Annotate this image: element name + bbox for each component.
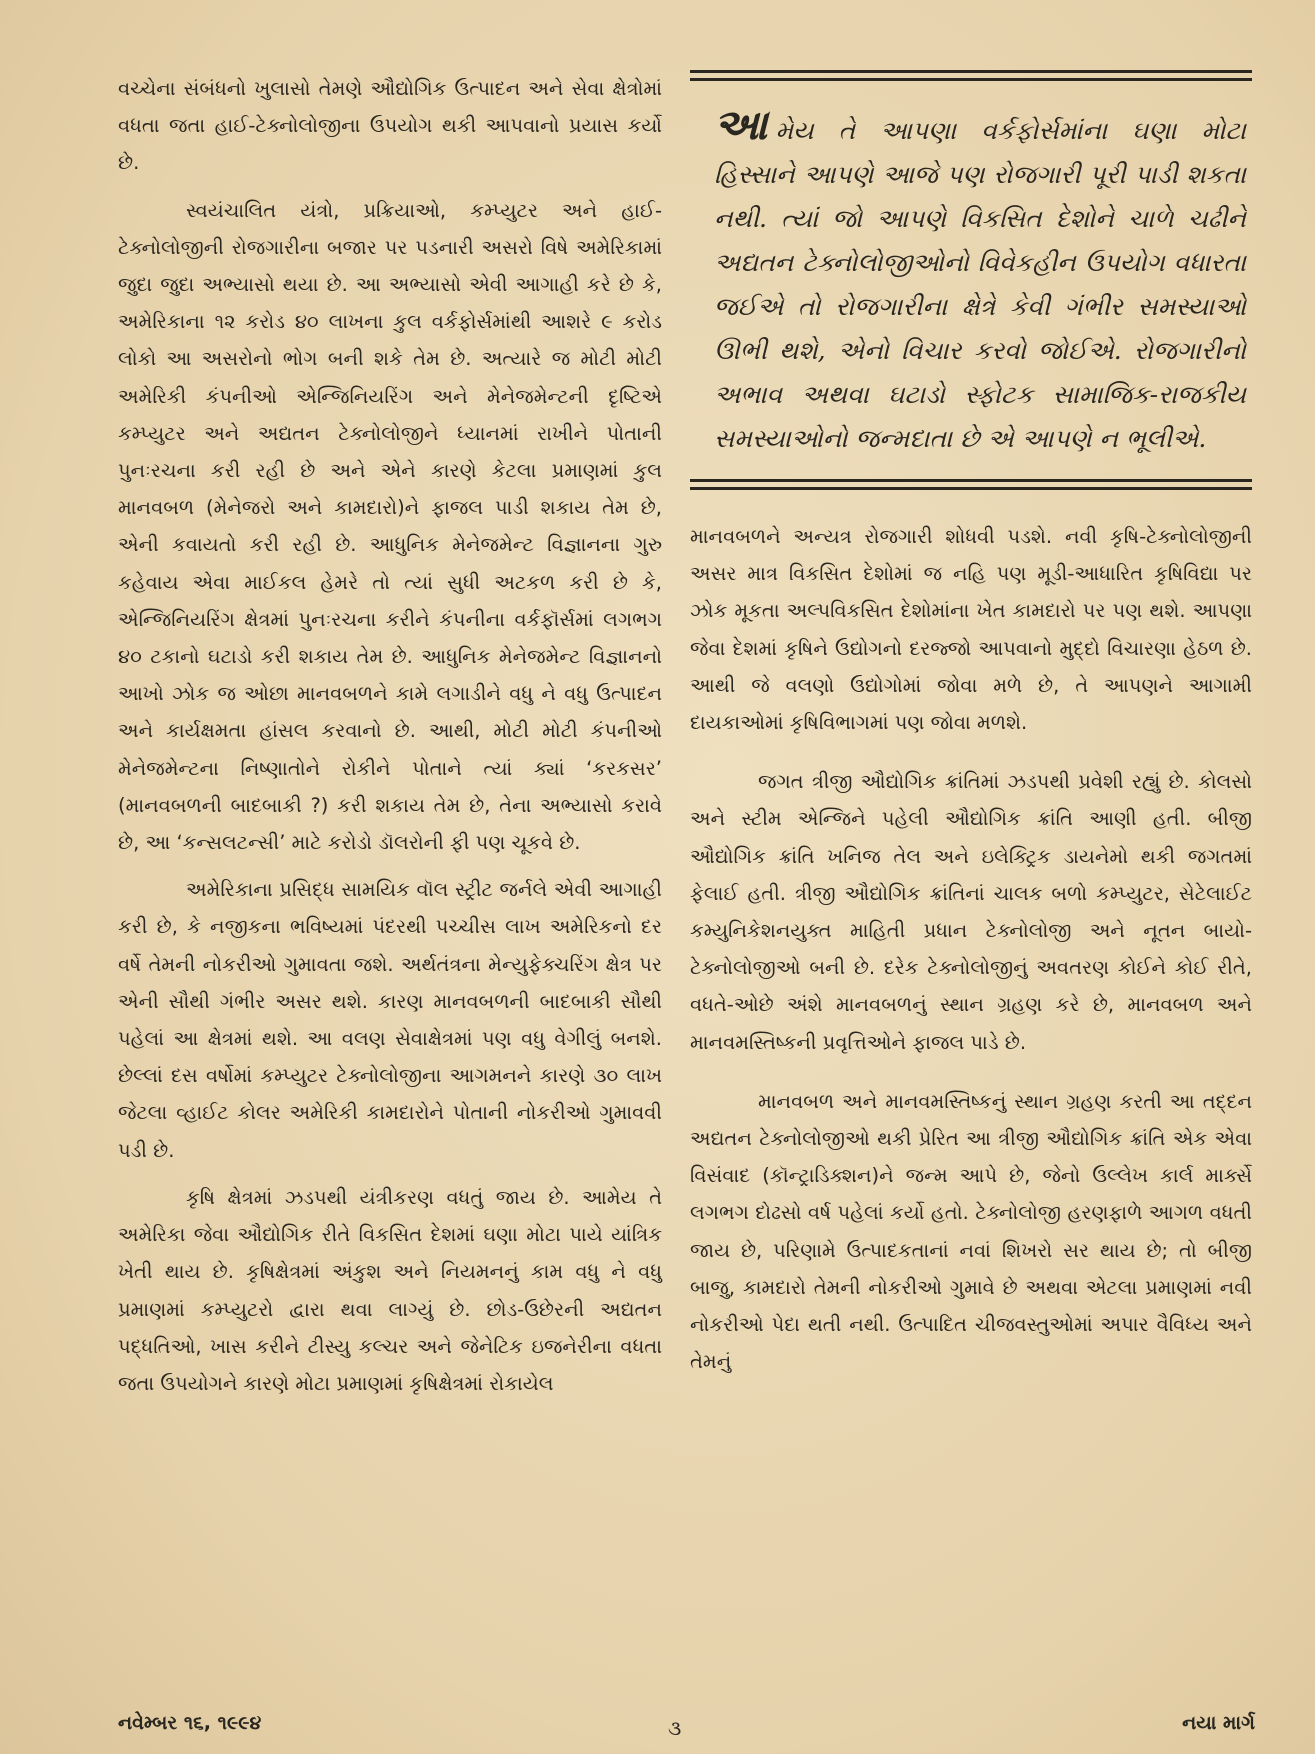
pullquote	[714, 100, 1246, 461]
paragraph: વચ્ચેના સંબંધનો ખુલાસો તેમણે ઔદ્યોગિક ઉત્પાદન અને સેવા ક્ષેત્રોમાં વધતા જતા હાઈ-ટેક્નોલોજીના ઉપયોગ થકી આપવાનો પ્રયાસ કર્યો છે.	[118, 77, 662, 175]
paragraph: જગત ત્રીજી ઔદ્યોગિક ક્રાંતિમાં ઝડપથી પ્રવેશી રહ્યું છે. કોલસો અને સ્ટીમ એન્જિને પહેલી ઔદ્યોગિક ક્રાંતિ આણી હતી. બીજી ઔદ્યોગિક ક્રાંતિ ખનિજ તેલ અને ઇલેક્ટ્રિક ડાયનેમો થકી જગતમાં ફેલાઈ હતી. ત્રીજી ઔદ્યોગિક ક્રાંતિનાં ચાલક બળો કમ્પ્યુટર, સેટેલાઈટ કમ્યુનિકેશનયુક્ત માહિતી પ્રધાન ટેક્નોલોજી અને નૂતન બાયો-ટેક્નોલોજીઓ બની છે. દરેક ટેક્નોલોજીનું અવતરણ કોઈને કોઈ રીતે, વધતે-ઓછે અંશે માનવબળનું સ્થાન ગ્રહણ કરે છે, માનવબળ અને માનવમસ્તિષ્કની પ્રવૃત્તિઓને ફાજલ પાડે છે.	[690, 770, 1252, 1054]
paragraph: માનવબળને અન્યત્ર રોજગારી શોધવી પડશે. નવી કૃષિ-ટેક્નોલોજીની અસર માત્ર વિકસિત દેશોમાં જ નહિ પણ મૂડી-આધારિત કૃષિવિદ્યા પર ઝોક મૂકતા અલ્પવિકસિત દેશોમાંના ખેત કામદારો પર પણ થશે. આપણા જેવા દેશમાં કૃષિને ઉદ્યોગનો દરજ્જો આપવાનો મુદ્દો વિચારણા હેઠળ છે. આથી જે વલણો ઉદ્યોગોમાં જોવા મળે છે, તે આપણને આગામી દાયકાઓમાં કૃષિવિભાગમાં પણ જોવા મળશે.	[690, 525, 1252, 735]
pullquote-text: મેય તે આપણા વર્કફોર્સમાંના ઘણા મોટા હિસ્સાને આપણે આજે પણ રોજગારી પૂરી પાડી શકતા નથી. ત્યાં જો આપણે વિકસિત દેશોને ચાળે ચઢીને અદ્યતન ટેક્નોલોજીઓનો વિવેકહીન ઉપયોગ વધારતા જઈએ તો રોજગારીના ક્ષેત્રે કેવી ગંભીર સમસ્યાઓ ઊભી થશે, એનો વિચાર કરવો જોઈએ. રોજગારીનો અભાવ અથવા ઘટાડો સ્ફોટક સામાજિક-રાજકીય સમસ્યાઓનો જન્મદાતા છે એ આપણે ન ભૂલીએ.	[714, 116, 1246, 453]
pullquote-lead-word: આ	[714, 100, 768, 149]
right-column-body	[690, 518, 1252, 1380]
pullquote-bottom-rule	[690, 479, 1252, 490]
publication-title: નયા માર્ગ	[1182, 1712, 1255, 1734]
paragraph: અમેરિકાના પ્રસિદ્ધ સામયિક વૉલ સ્ટ્રીટ જર્નલે એવી આગાહી કરી છે, કે નજીકના ભવિષ્યમાં પંદરથી પચ્ચીસ લાખ અમેરિકનો દર વર્ષે તેમની નોકરીઓ ગુમાવતા જશે. અર્થતંત્રના મેન્યુફેક્ચરિંગ ક્ષેત્ર પર એની સૌથી ગંભીર અસર થશે. કારણ માનવબળની બાદબાકી સૌથી પહેલાં આ ક્ષેત્રમાં થશે. આ વલણ સેવાક્ષેત્રમાં પણ વધુ વેગીલું બનશે. છેલ્લાં દસ વર્ષોમાં કમ્પ્યુટર ટેક્નોલોજીના આગમનને કારણે ૩૦ લાખ જેટલા વ્હાઈટ કોલર અમેરિકી કામદારોને પોતાની નોકરીઓ ગુમાવવી પડી છે.	[118, 878, 662, 1162]
left-column	[118, 70, 662, 1402]
right-column	[690, 70, 1252, 1380]
issue-date: નવેમ્બર ૧૬, ૧૯૯૪	[118, 1712, 262, 1734]
paragraph: કૃષિ ક્ષેત્રમાં ઝડપથી યંત્રીકરણ વધતું જાય છે. આમેય તે અમેરિકા જેવા ઔદ્યોગિક રીતે વિકસિત દેશમાં ઘણા મોટા પાયે યાંત્રિક ખેતી થાય છે. કૃષિક્ષેત્રમાં અંકુશ અને નિયમનનું કામ વધુ ને વધુ પ્રમાણમાં કમ્પ્યુટરો દ્વારા થવા લાગ્યું છે. છોડ-ઉછેરની અદ્યતન પદ્ધતિઓ, ખાસ કરીને ટીસ્યુ કલ્ચર અને જેનેટિક ઇજનેરીના વધતા જતા ઉપયોગને કારણે મોટા પ્રમાણમાં કૃષિક્ષેત્રમાં રોકાયેલ	[118, 1185, 662, 1395]
pullquote-top-rule	[690, 70, 1252, 81]
page-number: ૩	[668, 1716, 682, 1740]
paragraph: સ્વયંચાલિત યંત્રો, પ્રક્રિયાઓ, કમ્પ્યુટર અને હાઈ-ટેક્નોલોજીની રોજગારીના બજાર પર પડનારી અસરો વિષે અમેરિકામાં જુદા જુદા અભ્યાસો થયા છે. આ અભ્યાસો એવી આગાહી કરે છે કે, અમેરિકાના ૧૨ કરોડ ૪૦ લાખના કુલ વર્કફોર્સમાંથી આશરે ૯ કરોડ લોકો આ અસરોનો ભોગ બની શકે તેમ છે. અત્યારે જ મોટી મોટી અમેરિકી કંપનીઓ એન્જિનિયરિંગ અને મેનેજમેન્ટની દૃષ્ટિએ કમ્પ્યુટર અને અદ્યતન ટેક્નોલોજીને ધ્યાનમાં રાખીને પોતાની પુનઃરચના કરી રહી છે અને એને કારણે કેટલા પ્રમાણમાં કુલ માનવબળ (મેનેજરો અને કામદારો)ને ફાજલ પાડી શકાય તેમ છે, એની કવાયતો કરી રહી છે. આધુનિક મેનેજમેન્ટ વિજ્ઞાનના ગુરુ કહેવાય એવા માઈકલ હેમરે તો ત્યાં સુધી અટકળ કરી છે કે, એન્જિનિયરિંગ ક્ષેત્રમાં પુનઃરચના કરીને કંપનીના વર્કફૉર્સમાં લગભગ ૪૦ ટકાનો ઘટાડો કરી શકાય તેમ છે. આધુનિક મેનેજમેન્ટ વિજ્ઞાનનો આખો ઝોક જ ઓછા માનવબળને કામે લગાડીને વધુ ને વધુ ઉત્પાદન અને કાર્યક્ષમતા હાંસલ કરવાનો છે. આથી, મોટી મોટી કંપનીઓ મેનેજમેન્ટના નિષ્ણાતોને રોકીને પોતાને ત્યાં ક્યાં ‘કરકસર’ (માનવબળની બાદબાકી ?) કરી શકાય તેમ છે, તેના અભ્યાસો કરાવે છે, આ ‘કન્સલટન્સી’ માટે કરોડો ડૉલરોની ફી પણ ચૂકવે છે.	[118, 198, 662, 855]
paragraph: માનવબળ અને માનવમસ્તિષ્કનું સ્થાન ગ્રહણ કરતી આ તદ્દન અદ્યતન ટેક્નોલોજીઓ થકી પ્રેરિત આ ત્રીજી ઔદ્યોગિક ક્રાંતિ એક એવા વિસંવાદ (કૉન્ટ્રાડિક્શન)ને જન્મ આપે છે, જેનો ઉલ્લેખ કાર્લ માર્ક્સે લગભગ દોઢસો વર્ષ પહેલાં કર્યો હતો. ટેક્નોલોજી હરણફાળે આગળ વધતી જાય છે, પરિણામે ઉત્પાદકતાનાં નવાં શિખરો સર થાય છે; તો બીજી બાજુ, કામદારો તેમની નોકરીઓ ગુમાવે છે અથવા એટલા પ્રમાણમાં નવી નોકરીઓ પેદા થતી નથી. ઉત્પાદિત ચીજવસ્તુઓમાં અપાર વૈવિધ્ય અને તેમનું	[690, 1089, 1252, 1374]
